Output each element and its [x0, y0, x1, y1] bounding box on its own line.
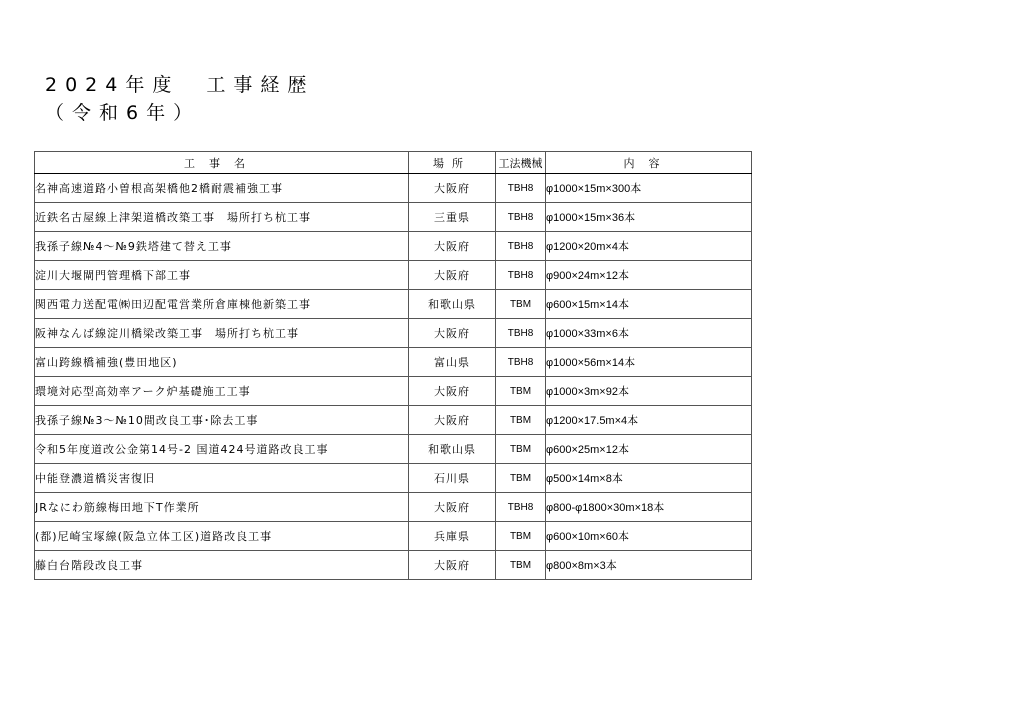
table-header-row: [35, 152, 752, 174]
construction-history-table: [34, 151, 752, 580]
location-cell: 石川県: [409, 464, 496, 493]
content-cell: φ600×25m×12本: [546, 435, 752, 464]
method-cell: TBH8: [496, 493, 546, 522]
content-cell: φ900×24m×12本: [546, 261, 752, 290]
location-cell: 大阪府: [409, 493, 496, 522]
table-row: [35, 493, 752, 522]
header-content: 内容: [546, 152, 752, 174]
content-cell: φ600×15m×14本: [546, 290, 752, 319]
content-cell: φ600×10m×60本: [546, 522, 752, 551]
location-cell: 兵庫県: [409, 522, 496, 551]
method-cell: TBM: [496, 290, 546, 319]
method-cell: TBH8: [496, 232, 546, 261]
document-title: 2024年度 工事経歴: [45, 74, 315, 96]
table-row: [35, 522, 752, 551]
work-name-cell: 我孫子線№4～№9鉄塔建て替え工事: [35, 232, 409, 261]
location-cell: 和歌山県: [409, 435, 496, 464]
table-row: [35, 406, 752, 435]
table-row: [35, 174, 752, 203]
document-subtitle: （令和6年）: [45, 102, 201, 124]
work-name-cell: 富山跨線橋補強(豊田地区): [35, 348, 409, 377]
header-method-machine: 工法機械: [496, 152, 546, 174]
work-name-cell: 藤白台階段改良工事: [35, 551, 409, 580]
location-cell: 大阪府: [409, 319, 496, 348]
location-cell: 大阪府: [409, 232, 496, 261]
table-row: [35, 290, 752, 319]
content-cell: φ1200×20m×4本: [546, 232, 752, 261]
method-cell: TBH8: [496, 319, 546, 348]
method-cell: TBH8: [496, 174, 546, 203]
content-cell: φ1000×56m×14本: [546, 348, 752, 377]
content-cell: φ800-φ1800×30m×18本: [546, 493, 752, 522]
method-cell: TBM: [496, 464, 546, 493]
location-cell: 大阪府: [409, 377, 496, 406]
table-row: [35, 551, 752, 580]
table-row: [35, 232, 752, 261]
method-cell: TBM: [496, 406, 546, 435]
method-cell: TBM: [496, 435, 546, 464]
table-row: [35, 348, 752, 377]
work-name-cell: 近鉄名古屋線上津架道橋改築工事 場所打ち杭工事: [35, 203, 409, 232]
method-cell: TBH8: [496, 261, 546, 290]
method-cell: TBH8: [496, 348, 546, 377]
work-name-cell: 令和5年度道改公金第14号-2 国道424号道路改良工事: [35, 435, 409, 464]
content-cell: φ1200×17.5m×4本: [546, 406, 752, 435]
table-row: [35, 377, 752, 406]
table-row: [35, 464, 752, 493]
location-cell: 大阪府: [409, 261, 496, 290]
method-cell: TBM: [496, 551, 546, 580]
work-name-cell: JRなにわ筋線梅田地下T作業所: [35, 493, 409, 522]
content-cell: φ1000×15m×300本: [546, 174, 752, 203]
table-row: [35, 435, 752, 464]
table-row: [35, 203, 752, 232]
method-cell: TBM: [496, 522, 546, 551]
method-cell: TBH8: [496, 203, 546, 232]
location-cell: 和歌山県: [409, 290, 496, 319]
work-name-cell: 中能登濃道橋災害復旧: [35, 464, 409, 493]
work-name-cell: 環境対応型高効率アーク炉基礎施工工事: [35, 377, 409, 406]
table-body: [35, 174, 752, 580]
header-work-name: 工事名: [35, 152, 409, 174]
work-name-cell: 関西電力送配電㈱田辺配電営業所倉庫棟他新築工事: [35, 290, 409, 319]
content-cell: φ800×8m×3本: [546, 551, 752, 580]
work-name-cell: 阪神なんば線淀川橋梁改築工事 場所打ち杭工事: [35, 319, 409, 348]
table-row: [35, 319, 752, 348]
location-cell: 大阪府: [409, 551, 496, 580]
location-cell: 富山県: [409, 348, 496, 377]
work-name-cell: 淀川大堰閘門管理橋下部工事: [35, 261, 409, 290]
location-cell: 大阪府: [409, 406, 496, 435]
table-row: [35, 261, 752, 290]
work-name-cell: 我孫子線№3～№10間改良工事･除去工事: [35, 406, 409, 435]
location-cell: 大阪府: [409, 174, 496, 203]
method-cell: TBM: [496, 377, 546, 406]
content-cell: φ500×14m×8本: [546, 464, 752, 493]
header-location: 場所: [409, 152, 496, 174]
work-name-cell: 名神高速道路小曽根高架橋他2橋耐震補強工事: [35, 174, 409, 203]
work-name-cell: (都)尼崎宝塚線(阪急立体工区)道路改良工事: [35, 522, 409, 551]
content-cell: φ1000×15m×36本: [546, 203, 752, 232]
content-cell: φ1000×33m×6本: [546, 319, 752, 348]
content-cell: φ1000×3m×92本: [546, 377, 752, 406]
location-cell: 三重県: [409, 203, 496, 232]
